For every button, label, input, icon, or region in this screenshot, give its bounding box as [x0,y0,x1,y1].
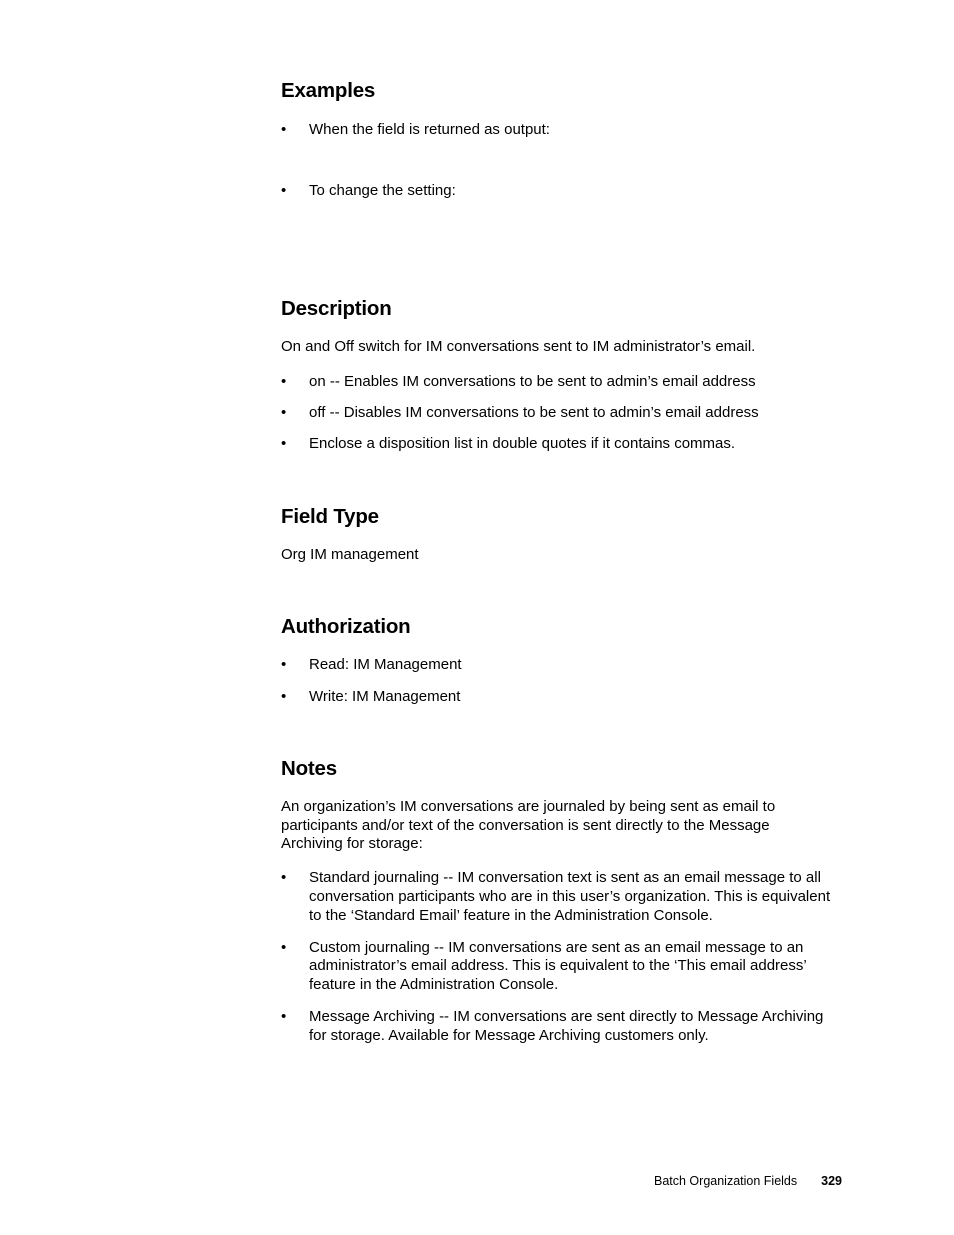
footer-section-name: Batch Organization Fields [654,1174,798,1188]
bullet-icon: • [281,403,287,421]
notes-list [281,869,843,1045]
description-list [281,373,843,454]
authorization-item-write: Write: IM Management [309,688,461,705]
authorization-item-read: Read: IM Management [309,656,462,673]
examples-section [281,79,843,199]
description-item-on: on -- Enables IM conversations to be sent to admin’s email address [309,372,756,390]
examples-item-change: To change the setting: [309,182,456,199]
bullet-icon: • [281,1007,287,1025]
list-item [281,869,843,925]
notes-heading: Notes [281,757,337,780]
page-footer [0,1173,842,1189]
field-type-section [281,505,843,565]
list-item [281,688,843,707]
notes-item-standard: Standard journaling -- IM conversation text is sent as an email message to all conversation participants who are in this user’s organization. This is equivalent to the ‘Standard Email’ feature in the Administration Console. [309,869,831,924]
description-heading: Description [281,297,392,320]
notes-text: An organization’s IM conversations are journaled by being sent as email to participants and/or text of the conversation is sent directly to the Message Archiving for storage: [281,798,776,853]
bullet-icon: • [281,434,287,452]
notes-item-custom: Custom journaling -- IM conversations are sent as an email message to an administrator’s email address. This is equivalent to the ‘This email address’ feature in the Administration Console. [309,938,807,993]
description-text: On and Off switch for IM conversations sent to IM administrator’s email. [281,338,756,355]
bullet-icon: • [281,656,287,673]
list-item [281,121,843,140]
authorization-heading: Authorization [281,615,411,638]
examples-heading: Examples [281,79,376,102]
bullet-icon: • [281,182,287,199]
list-item [281,373,843,392]
list-item [281,404,843,423]
description-item-off: off -- Disables IM conversations to be sent to admin’s email address [309,403,759,421]
examples-item-output: When the field is returned as output: [309,121,550,138]
bullet-icon: • [281,869,287,887]
field-type-text: Org IM management [281,546,419,563]
bullet-icon: • [281,688,287,705]
list-item [281,939,829,995]
description-section [281,297,843,453]
authorization-list [281,656,843,707]
bullet-icon: • [281,372,287,390]
bullet-icon: • [281,938,287,956]
bullet-icon: • [281,121,287,138]
list-item [281,435,843,454]
notes-item-archiving: Message Archiving -- IM conversations are sent directly to Message Archiving for storage. Available for Message Archiving customers only. [309,1007,824,1044]
description-item-enclose: Enclose a disposition list in double quotes if it contains commas. [309,434,736,452]
list-item [281,656,843,675]
field-type-heading: Field Type [281,505,379,528]
page-number: 329 [821,1174,842,1188]
list-item [281,1008,843,1045]
list-item [281,182,843,201]
notes-section [281,757,843,1045]
authorization-section [281,615,843,707]
